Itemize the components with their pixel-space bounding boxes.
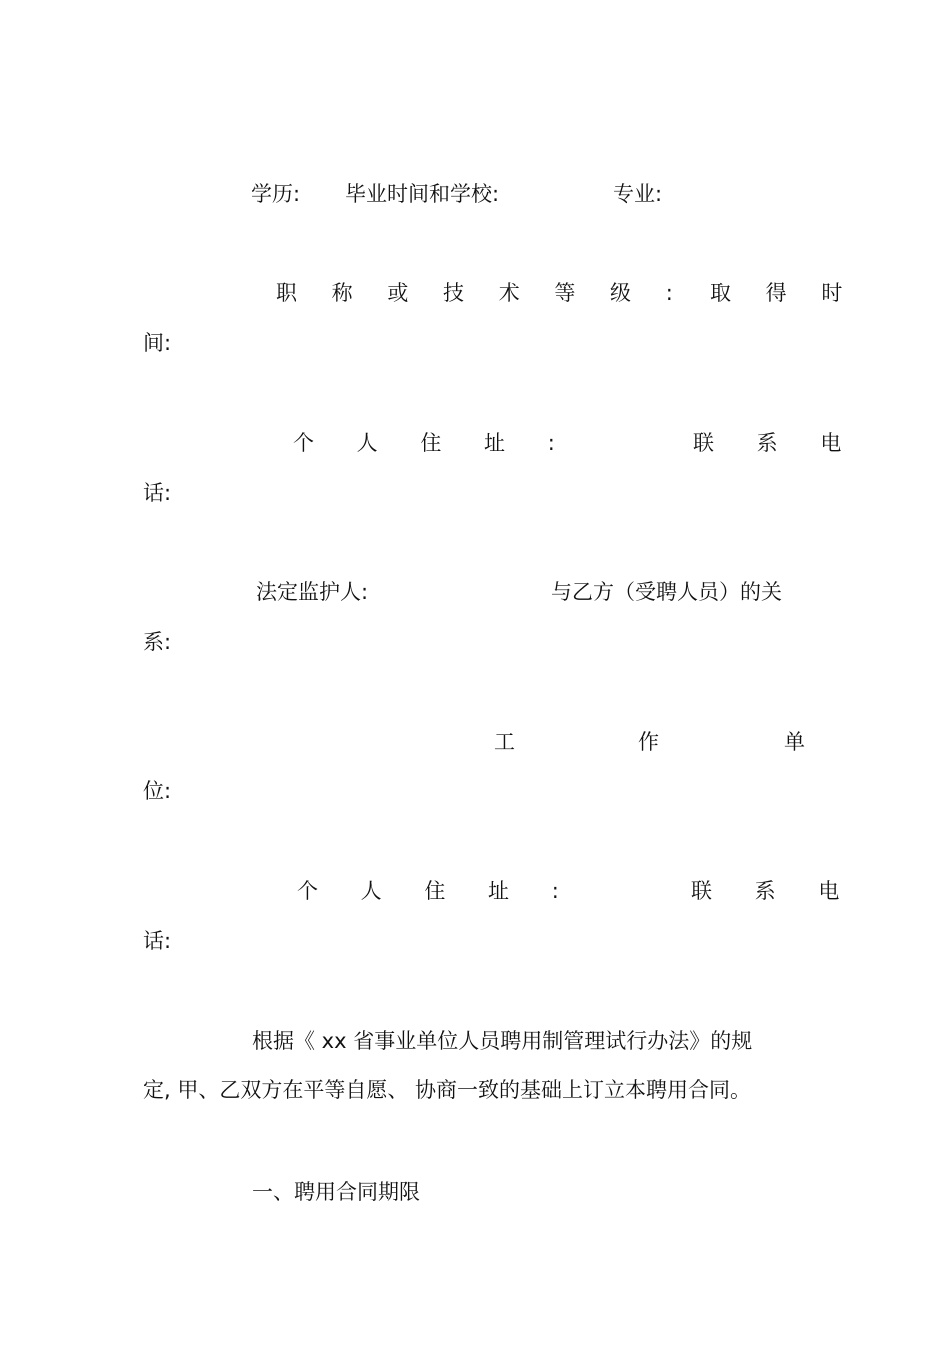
legal-guardian-label: 法定监护人: [256, 580, 369, 604]
relationship-label-continued: 系: [143, 630, 172, 654]
obtained-time-label-continued: 间: [143, 331, 172, 355]
contact-phone-label-continued: 话: [143, 481, 172, 505]
workplace-char-2: 作 [638, 730, 659, 754]
title-level-label: 职 称 或 技 术 等 级 : [276, 281, 687, 305]
contact-phone-label-2-continued: 话: [143, 929, 172, 953]
paragraph-line-1: 根据《 xx 省事业单位人员聘用制管理试行办法》的规 [252, 1029, 753, 1053]
personal-address-label-2: 个 人 住 址 : [297, 879, 577, 903]
workplace-label-continued: 位: [143, 779, 172, 803]
major-label: 专业: [613, 182, 663, 206]
personal-address-label: 个 人 住 址 : [293, 431, 573, 455]
section-heading: 一、聘用合同期限 [252, 1180, 420, 1204]
contact-phone-label-2: 联 系 电 [691, 879, 858, 903]
relationship-label: 与乙方（受聘人员）的关 [551, 580, 782, 604]
obtained-time-label: 取 得 时 [710, 281, 857, 305]
paragraph-line-2: 定, 甲、乙双方在平等自愿、 协商一致的基础上订立本聘用合同。 [143, 1078, 752, 1102]
workplace-char-1: 工 [494, 730, 515, 754]
education-label: 学历: [251, 182, 301, 206]
graduation-label: 毕业时间和学校: [345, 182, 500, 206]
contact-phone-label: 联 系 电 [693, 431, 860, 455]
workplace-char-3: 单 [784, 730, 805, 754]
